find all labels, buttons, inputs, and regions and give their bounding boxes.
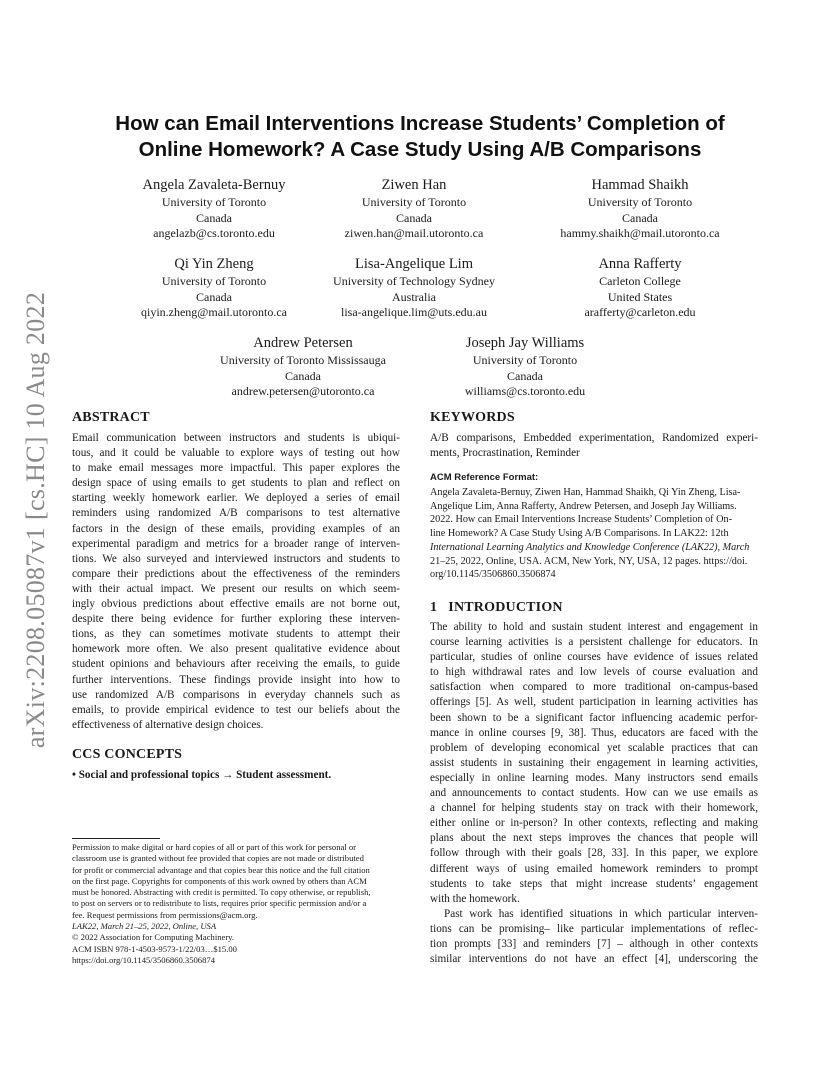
text-line: Email communication between instructors and students is ubiqui-	[72, 432, 400, 444]
text-line: to post on servers or to redistribute to lists, requires prior specific permission and/or a	[72, 898, 367, 909]
text-line: A/B comparisons, Embedded experimentation, Randomized experi-	[430, 432, 758, 444]
author-country: Canada	[196, 210, 232, 225]
text-line: with their actual impact. We present our results on which seem-	[72, 582, 400, 595]
text-line: reminders using randomized A/B comparisons to test alternative	[72, 507, 400, 520]
author-country: Canada	[396, 210, 432, 225]
text-line: org/10.1145/3506860.3506874	[430, 569, 556, 581]
text-line: Angelique Lim, Anna Rafferty, Andrew Petersen, and Joseph Jay Williams.	[430, 500, 737, 512]
text-line: satisfaction when compared to more traditional on-campus-based	[430, 681, 758, 694]
author-block	[314, 255, 514, 321]
acm-reference-heading: ACM Reference Format:	[430, 472, 539, 483]
text-line: must be honored. Abstracting with credit is permitted. To copy otherwise, or republish,	[72, 887, 371, 898]
abstract-heading: ABSTRACT	[72, 410, 150, 425]
author-name: Ziwen Han	[381, 177, 447, 193]
author-country: United States	[607, 289, 673, 304]
text-line: different ways of using emailed homework reminders to prompt	[430, 862, 758, 875]
author-name: Hammad Shaikh	[591, 177, 689, 193]
author-block	[114, 176, 314, 242]
text-line: assist students in sustaining their engagement in learning activities,	[430, 756, 758, 769]
author-block	[314, 176, 514, 242]
author-email: williams@cs.toronto.edu	[464, 384, 586, 398]
text-line: ments, Procrastination, Reminder	[430, 447, 580, 460]
text-line: compare their predictions about the effectiveness of the reminders	[72, 567, 400, 580]
text-line: tions can be promising– like particular implementations of reflec-	[430, 922, 758, 935]
author-block	[425, 334, 625, 400]
text-line: © 2022 Association for Computing Machinery.	[72, 932, 235, 943]
author-name: Joseph Jay Williams	[465, 335, 585, 351]
author-country: Canada	[622, 210, 658, 225]
text-line: Angela Zavaleta-Bernuy, Ziwen Han, Hammad Shaikh, Qi Yin Zheng, Lisa-	[430, 487, 741, 498]
author-country: Canada	[507, 368, 543, 383]
author-email: ziwen.han@mail.utoronto.ca	[344, 226, 484, 240]
text-line: The ability to hold and sustain student interest and engagement in	[430, 621, 758, 633]
doi-link: https://doi.org/10.1145/3506860.3506874	[72, 954, 215, 965]
text-line: ACM ISBN 978-1-4503-9573-1/22/03…$15.00	[72, 943, 237, 954]
conference-line: LAK22, March 21–25, 2022, Online, USA	[72, 921, 217, 932]
text-line: design space of using emails to get students to plan and reflect on	[72, 477, 400, 490]
author-email: arafferty@carleton.edu	[584, 305, 696, 319]
author-name: Qi Yin Zheng	[174, 256, 254, 272]
author-block	[114, 255, 314, 321]
text-line: International Learning Analytics and Knowledge Conference (LAK22), March	[430, 541, 750, 553]
text-line: offerings [5]. As well, student participation in learning activities has	[430, 696, 758, 709]
introduction-text	[430, 620, 758, 967]
author-block	[203, 334, 403, 400]
text-line: to make email messages more impactful. This paper explores the	[72, 462, 400, 475]
author-affiliation: University of Toronto	[161, 195, 267, 209]
text-line: and announcements to contact students. How can we use emails as	[430, 787, 758, 800]
text-line: Permission to make digital or hard copies of all or part of this work for personal or	[72, 842, 357, 852]
text-line: to high withdrawal rates and low levels of course evaluation and	[430, 666, 758, 679]
text-line: for profit or commercial advantage and that copies bear this notice and the full citation	[72, 864, 370, 875]
text-line: especially in online learning modes. Many instructors send emails	[430, 771, 758, 784]
text-line: despite there being evidence for further exploring these interven-	[72, 613, 400, 626]
permission-notice	[72, 842, 400, 966]
ccs-heading: CCS CONCEPTS	[72, 747, 183, 762]
author-affiliation: University of Toronto Mississauga	[220, 353, 386, 367]
title-line: Online Homework? A Case Study Using A/B Comparisons	[138, 138, 702, 161]
acm-reference-text	[430, 486, 758, 582]
text-line: problem of developing economical yet scalable practices that can	[430, 741, 758, 754]
keywords-text	[430, 431, 758, 461]
author-block	[530, 255, 750, 321]
author-affiliation: University of Toronto	[361, 195, 467, 209]
text-line: 21–25, 2022, Online, USA. ACM, New York, NY, USA, 12 pages. https://doi.	[430, 555, 748, 567]
text-line: use randomized A/B comparisons in everyday channels such as	[72, 688, 400, 701]
text-line: particular, studies of online courses have evidence of issues related	[430, 651, 758, 664]
text-line: a channel for helping students stay on track with their homework,	[430, 802, 758, 815]
author-affiliation: Carleton College	[599, 274, 681, 288]
title-line: How can Email Interventions Increase Students’ Completion of	[115, 112, 725, 135]
author-name: Anna Rafferty	[598, 256, 682, 272]
ccs-concept: • Social and professional topics → Student assessment.	[72, 769, 332, 781]
text-line: tion prompts [33] and reminders [7] – although in other contexts	[430, 937, 758, 950]
paper-title	[70, 111, 770, 163]
text-line: fee. Request permissions from permissions@acm.org.	[72, 909, 258, 920]
text-line: further interventions. These findings provide insight into how to	[72, 673, 400, 686]
text-line: tions. We also surveyed and interviewed instructors and students to	[72, 552, 400, 565]
introduction-heading: 1 INTRODUCTION	[430, 600, 563, 615]
text-line: 2022. How can Email Interventions Increase Students’ Completion of On-	[430, 514, 732, 526]
text-line: mance in online courses [9, 38]. Thus, educators are faced with the	[430, 726, 758, 739]
text-line: ingly obvious predictions about effective emails are not borne out,	[72, 598, 400, 611]
text-line: on the first page. Copyrights for components of this work owned by others than ACM	[72, 875, 367, 886]
author-country: Canada	[285, 368, 321, 383]
text-line: tions, as they can sometimes motivate students to attempt their	[72, 628, 400, 641]
author-country: Australia	[392, 289, 436, 304]
text-line: follow through with their goals [28, 33]. In this paper, we explore	[430, 847, 758, 860]
author-name: Andrew Petersen	[253, 335, 353, 351]
text-line: homework more often. We also present qualitative evidence about	[72, 643, 400, 656]
author-affiliation: University of Toronto	[472, 353, 578, 367]
author-block	[530, 176, 750, 242]
author-country: Canada	[196, 289, 232, 304]
author-affiliation: University of Toronto	[161, 274, 267, 288]
text-line: line Homework? A Case Study Using A/B Comparisons. In LAK22: 12th	[430, 528, 729, 540]
author-affiliation: University of Toronto	[587, 195, 693, 209]
text-line: effectiveness of alternative design choices.	[72, 718, 264, 731]
text-line: emails, to provide empirical evidence to test our beliefs about the	[72, 703, 400, 716]
text-line: course learning activities is a persistent challenge for educators. In	[430, 636, 758, 649]
text-line: student opinions and behaviours after receiving the emails, to guide	[72, 658, 400, 671]
author-name: Lisa-Angelique Lim	[355, 256, 473, 272]
text-line: classroom use is granted without fee provided that copies are not made or distributed	[72, 853, 364, 864]
text-line: similar interventions do not have an effect [4], underscoring the	[430, 953, 758, 966]
author-affiliation: University of Technology Sydney	[333, 274, 495, 288]
author-email: andrew.petersen@utoronto.ca	[231, 384, 375, 398]
author-email: qiyin.zheng@mail.utoronto.ca	[140, 305, 287, 319]
footnote-rule	[72, 838, 160, 839]
text-line: been shown to be a significant factor influencing academic perfor-	[430, 711, 758, 724]
text-line: either online or in-person? In other contexts, reflecting and making	[430, 817, 758, 830]
author-name: Angela Zavaleta-Bernuy	[142, 177, 286, 193]
keywords-heading: KEYWORDS	[430, 410, 515, 425]
text-line: Past work has identified situations in which particular interven-	[444, 907, 758, 920]
text-line: tous, and it could be valuable to explore ways of testing out how	[72, 447, 400, 460]
text-line: factors in the design of these emails, providing examples of an	[72, 522, 400, 535]
text-line: with the homework.	[430, 892, 520, 905]
text-line: experimental paradigm and metrics for a broader range of interven-	[72, 537, 400, 550]
arxiv-stamp: arXiv:2208.05087v1 [cs.HC] 10 Aug 2022	[21, 291, 51, 749]
abstract-text	[72, 431, 400, 733]
author-email: hammy.shaikh@mail.utoronto.ca	[560, 226, 720, 240]
author-email: lisa-angelique.lim@uts.edu.au	[340, 305, 487, 319]
text-line: students to take steps that might increase students’ engagement	[430, 877, 758, 890]
text-line: plans about the next steps improves the chances that people will	[430, 832, 758, 845]
author-email: angelazb@cs.toronto.edu	[153, 226, 275, 240]
text-line: starting weekly homework earlier. We deployed a series of email	[72, 492, 400, 505]
